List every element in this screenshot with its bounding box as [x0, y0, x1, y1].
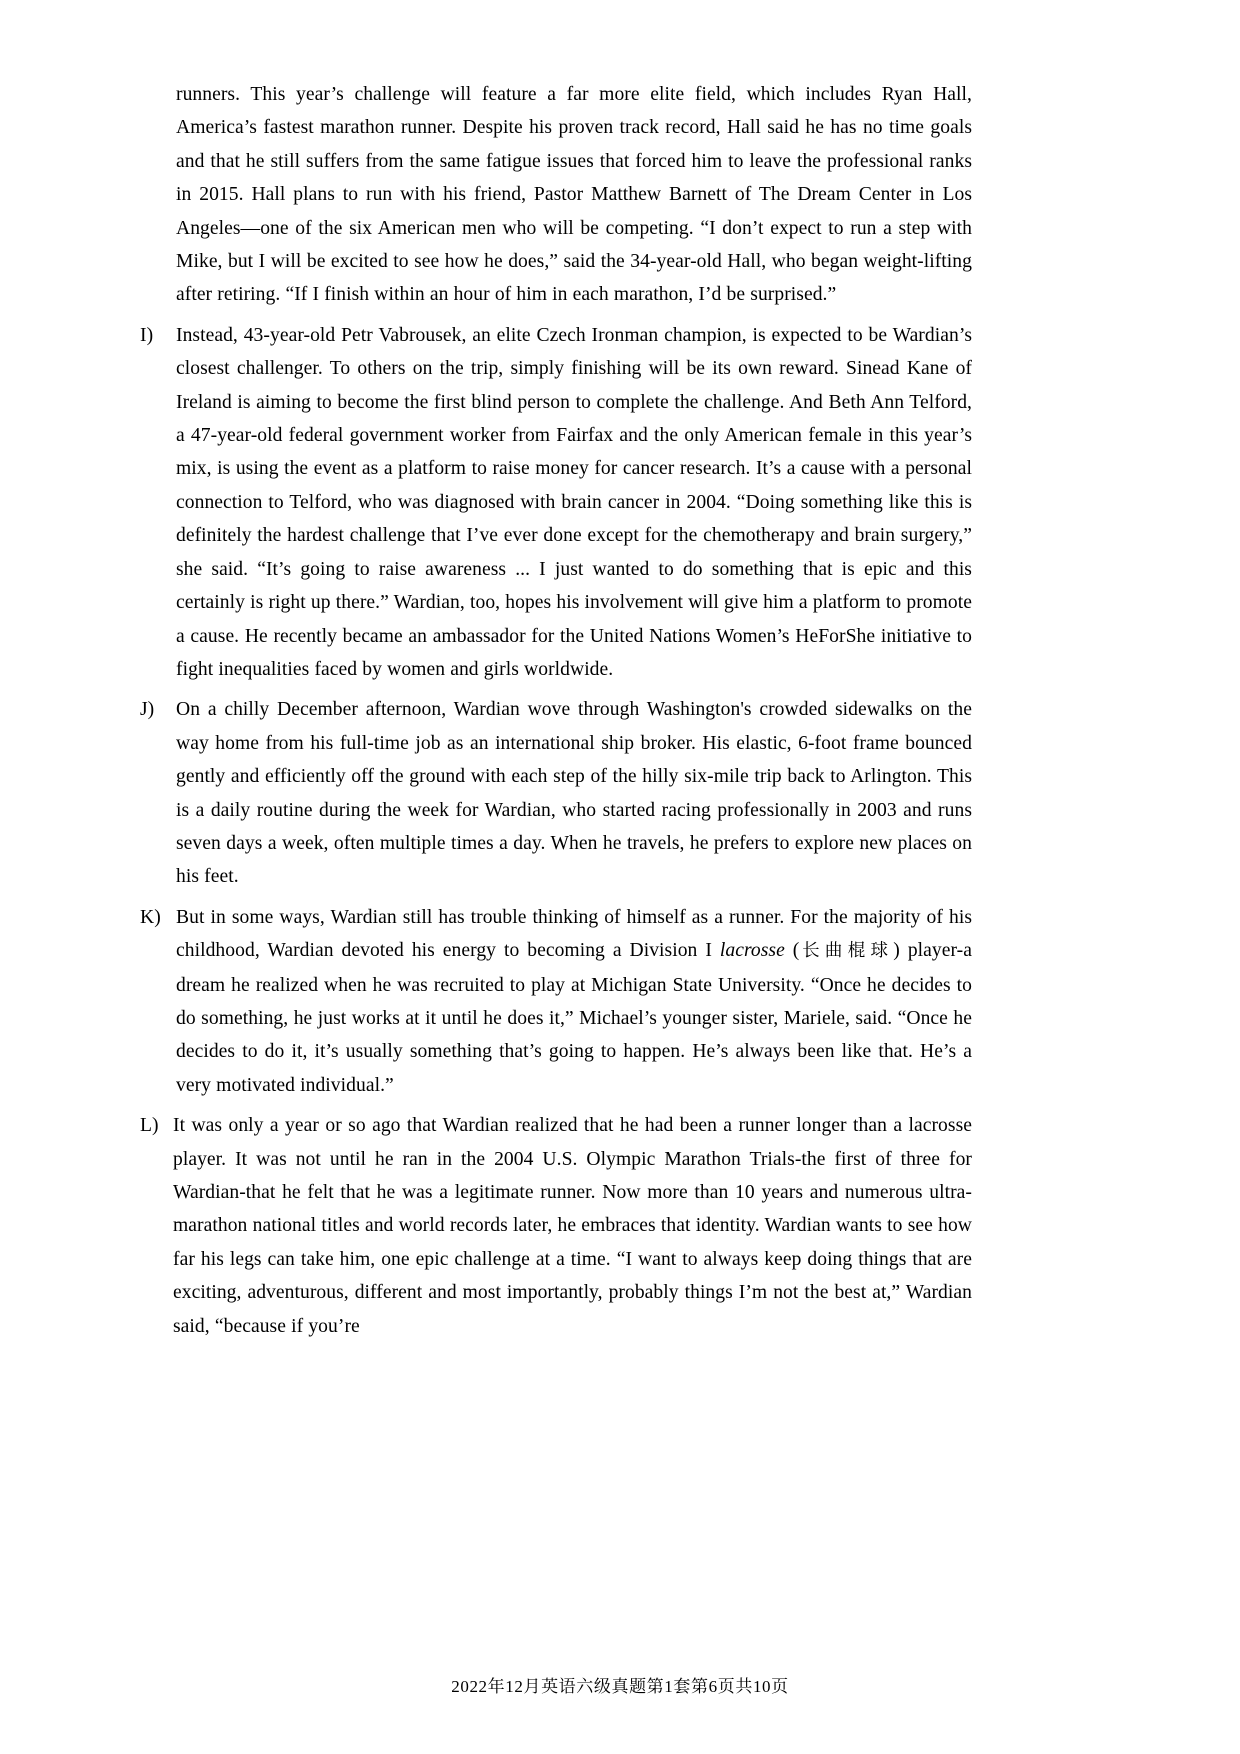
- footer-page-number: 6: [708, 1677, 718, 1696]
- footer-page-unit: 页: [717, 1677, 736, 1697]
- footer-page-label: 第: [691, 1677, 709, 1697]
- page-footer: [0, 1676, 1240, 1698]
- footer-total-unit: 页: [771, 1677, 789, 1697]
- footer-total-label: 共: [735, 1677, 753, 1697]
- paragraph-k-text-before-gloss: But in some ways, Wardian still has trouble thinking of himself as a runner. For the majority of his childhood, Wardian devoted his energy to becoming a Division I: [176, 906, 972, 962]
- gloss-open-paren: (: [784, 940, 800, 962]
- paragraph-l: [140, 1109, 972, 1343]
- footer-set-unit: 套: [673, 1677, 691, 1697]
- paragraph-j-text: On a chilly December afternoon, Wardian wove through Washington's crowded sidewalks on the way home from his full-time job as an international ship broker. His elastic, 6-foot frame bounced gently and efficiently off the ground with each step of the hilly six-mile trip back to Arlington. This is a daily routine during the week for Wardian, who started racing professionally in 2003 and runs seven days a week, often multiple times a day. When he travels, he prefers to explore new places on his feet.: [176, 699, 972, 888]
- paragraph-marker-k: K): [140, 906, 161, 928]
- footer-exam-name: 英语六级真题第: [541, 1677, 665, 1697]
- paragraph-marker-j: J): [140, 699, 155, 721]
- footer-total-pages: 10: [752, 1677, 772, 1696]
- paragraph-l-text: It was only a year or so ago that Wardian realized that he had been a runner longer than a lacrosse player. It was not until he ran in the 2004 U.S. Olympic Marathon Trials-the first of three for Wardian-that he felt that he was a legitimate runner. Now more than 10 years and numerous ultra-marathon national titles and world records later, he embraces that identity. Wardian wants to see how far his legs can take him, one epic challenge at a time. “I want to always keep doing things that are exciting, adventurous, different and most importantly, probably things I’m not the best at,” Wardian said, “because if you’re: [173, 1115, 972, 1337]
- footer-year-unit: 年: [487, 1677, 506, 1697]
- paragraph-j: [140, 693, 972, 893]
- paragraph-continuation-text: runners. This year’s challenge will feature a far more elite field, which includes Ryan Hall, America’s fastest marathon runner. Despite his proven track record, Hall said he has no time goals and that he still suffers from the same fatigue issues that forced him to leave the professional ranks in 2015. Hall plans to run with his friend, Pastor Matthew Barnett of The Dream Center in Los Angeles—one of the six American men who will be competing. “I don’t expect to run a step with Mike, but I will be excited to see how he does,” said the 34-year-old Hall, who began weight-lifting after retiring. “If I finish within an hour of him in each marathon, I’d be surprised.”: [176, 84, 972, 306]
- paragraph-i: [140, 319, 972, 686]
- lacrosse-chinese-gloss: 长曲棍球: [799, 941, 894, 962]
- passage-body: [140, 78, 972, 1343]
- gloss-close-paren: ): [893, 940, 908, 962]
- paragraph-k-text-after-gloss: player-a dream he realized when he was recruited to play at Michigan State University. “Once he decides to do something, he just works at it until he does it,” Michael’s younger sister, Mariele, said. “Once he decides to do it, it’s usually something that’s going to happen. He’s always been like that. He’s a very motivated individual.”: [176, 940, 972, 1096]
- paragraph-continuation: [140, 78, 972, 312]
- footer-month: 12: [505, 1677, 524, 1696]
- paragraph-i-text: Instead, 43-year-old Petr Vabrousek, an elite Czech Ironman champion, is expected to be Wardian’s closest challenger. To others on the trip, simply finishing will be its own reward. Sinead Kane of Ireland is aiming to become the first blind person to complete the challenge. And Beth Ann Telford, a 47-year-old federal government worker from Fairfax and the only American female in this year’s mix, is using the event as a platform to raise money for cancer research. It’s a cause with a personal connection to Telford, who was diagnosed with brain cancer in 2004. “Doing something like this is definitely the hardest challenge that I’ve ever done except for the chemotherapy and brain surgery,” she said. “It’s going to raise awareness ... I just wanted to do something that is epic and this certainly is right up there.” Wardian, too, hopes his involvement will give him a platform to promote a cause. He recently became an ambassador for the United Nations Women’s HeForShe initiative to fight inequalities faced by women and girls worldwide.: [176, 324, 972, 680]
- footer-year: 2022: [451, 1677, 488, 1696]
- paragraph-marker-i: I): [140, 324, 154, 346]
- footer-month-unit: 月: [523, 1677, 542, 1697]
- paragraph-k: [140, 901, 972, 1102]
- paragraph-marker-l: L): [140, 1115, 159, 1137]
- footer-set-number: 1: [664, 1677, 674, 1696]
- lacrosse-italic-term: lacrosse: [719, 940, 785, 962]
